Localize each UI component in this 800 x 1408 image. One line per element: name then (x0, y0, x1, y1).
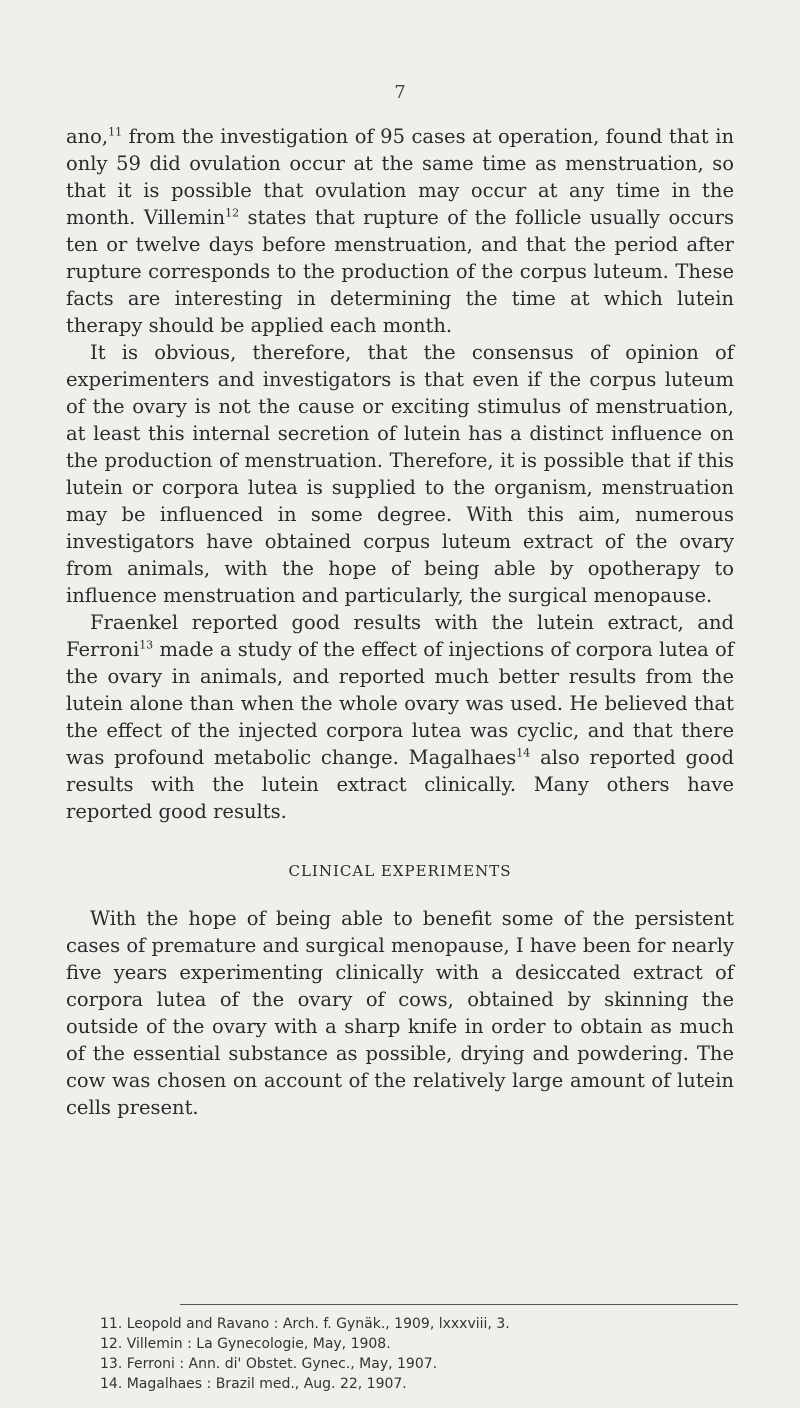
footnote-divider (180, 1304, 738, 1305)
footnote-reference: 14 (516, 746, 531, 760)
footnote: 13. Ferroni : Ann. di' Obstet. Gynec., May, 1907. (100, 1356, 438, 1372)
paragraph: ano,$^{11}$ from the investigation of 95 cases at operation, found that in only 59 did ovulation occur at the same time as menstruation, so that it is possible that ovulation may occur at any time in the month. Villemin$^{12}$ states that rupture of the follicle usually occurs ten or twelve days before menstruation, and that the period after rupture corresponds to the production of the corpus luteum. These facts are interesting in determining the time at which lutein therapy should be applied each month. (66, 125, 734, 337)
body-text (66, 123, 734, 1121)
footnote-reference: 12 (225, 206, 240, 220)
footnote-reference: 13 (139, 638, 154, 652)
footnote: 12. Villemin : La Gynecologie, May, 1908. (100, 1336, 391, 1352)
paragraph: With the hope of being able to benefit some of the persistent cases of premature and surgical menopause, I have been for nearly five years experimenting clinically with a desiccated extract of corpora lutea of the ovary of cows, obtained by skinning the outside of the ovary with a sharp knife in order to obtain as much of the essential substance as possible, drying and powdering. The cow was chosen on account of the relatively large amount of lutein cells present. (66, 907, 734, 1119)
footnote: 14. Magalhaes : Brazil med., Aug. 22, 1907. (100, 1376, 407, 1392)
footnote-reference: 11 (108, 125, 123, 139)
footnote: 11. Leopold and Ravano : Arch. f. Gynäk., 1909, lxxxviii, 3. (100, 1316, 510, 1332)
paragraph: Fraenkel reported good results with the lutein extract, and Ferroni$^{13}$ made a study of the effect of injections of corpora lutea of the ovary in animals, and reported much better results from the lutein alone than when the whole ovary was used. He believed that the effect of the injected corpora lutea was cyclic, and that there was profound metabolic change. Magalhaes$^{14}$ also reported good results with the lutein extract clinically. Many others have reported good results. (66, 611, 734, 823)
section-heading: CLINICAL EXPERIMENTS (288, 862, 512, 880)
paragraph: It is obvious, therefore, that the consensus of opinion of experimenters and investigators is that even if the corpus luteum of the ovary is not the cause or exciting stimulus of menstruation, at least this internal secretion of lutein has a distinct influence on the production of menstruation. Therefore, it is possible that if this lutein or corpora lutea is supplied to the organism, menstruation may be influenced in some degree. With this aim, numerous investigators have obtained corpus luteum extract of the ovary from animals, with the hope of being able by opotherapy to influence menstruation and particularly, the surgical menopause. (66, 341, 734, 607)
footnotes (100, 1314, 740, 1394)
page-number: 7 (394, 82, 406, 103)
